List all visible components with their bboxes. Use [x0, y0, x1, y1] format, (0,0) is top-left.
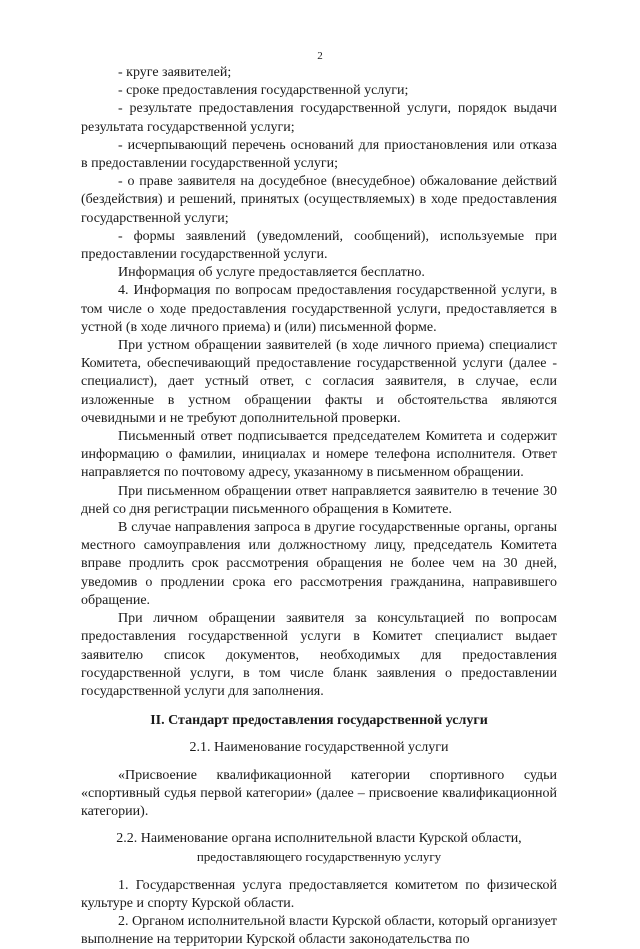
- paragraph: При письменном обращении ответ направляется заявителю в течение 30 дней со дня регистрации письменного обращения в Комитете.: [81, 483, 557, 517]
- paragraph: - круге заявителей;: [118, 65, 232, 80]
- document-body: [81, 64, 557, 949]
- paragraph: В случае направления запроса в другие государственные органы, органы местного самоуправления или должностному лицу, председатель Комитета вправе продлить срок рассмотрения обращения не более чем на 30 дней, уведомив о продлении срока его рассмотрения гражданина, направившего обращение.: [81, 520, 557, 608]
- paragraph: 4. Информация по вопросам предоставления государственной услуги, в том числе о ходе предоставления государственной услуги, предоставляется в устной (в ходе личного приема) и (или) письменной форме.: [81, 283, 557, 335]
- page-number: 2: [317, 50, 323, 62]
- paragraph: Письменный ответ подписывается председателем Комитета и содержит информацию о фамилии, инициалах и номере телефона исполнителя. Ответ направляется по почтовому адресу, указанному в письменном обращении.: [81, 429, 557, 481]
- paragraph: 1. Государственная услуга предоставляется комитетом по физической культуре и спорту Курской области.: [81, 877, 557, 911]
- paragraph: - результате предоставления государственной услуги, порядок выдачи результата государственной услуги;: [81, 101, 557, 135]
- paragraph: Информация об услуге предоставляется бесплатно.: [118, 265, 425, 281]
- paragraph: При устном обращении заявителей (в ходе личного приема) специалист Комитета, обеспечивающий предоставление государственной услуги (далее - специалист), дает устный ответ, с согласия заявителя, в случае, если изложенные в устном обращении факты и обстоятельства являются очевидными и не требуют дополнительной проверки.: [81, 338, 557, 426]
- paragraph: При личном обращении заявителя за консультацией по вопросам предоставления государственной услуги в Комитет специалист выдает заявителю список документов, необходимых для предоставления государственной услуги, в том числе бланк заявления о предоставлении государственной услуги для заполнения.: [81, 611, 557, 699]
- subsection-title: 2.2. Наименование органа исполнительной власти Курской области,: [116, 831, 522, 847]
- paragraph: - о праве заявителя на досудебное (внесудебное) обжалование действий (бездействия) и решений, принятых (осуществляемых) в ходе предоставления государственной услуги;: [81, 174, 557, 226]
- subsection-subtitle: предоставляющего государственную услугу: [196, 849, 442, 865]
- subsection-title: 2.1. Наименование государственной услуги: [189, 740, 449, 756]
- paragraph: - сроке предоставления государственной услуги;: [118, 83, 409, 99]
- paragraph: - формы заявлений (уведомлений, сообщений), используемые при предоставлении государственной услуги.: [81, 228, 557, 263]
- section-title: II. Стандарт предоставления государственной услуги: [150, 713, 488, 729]
- paragraph: «Присвоение квалификационной категории спортивного судьи «спортивный судья первой категории» (далее – присвоение квалификационной категории).: [81, 767, 557, 819]
- paragraph: - исчерпывающий перечень оснований для приостановления или отказа в предоставлении государственной услуги;: [81, 137, 557, 172]
- paragraph: 2. Органом исполнительной власти Курской области, который организует выполнение на территории Курской области законодательства по: [81, 913, 557, 948]
